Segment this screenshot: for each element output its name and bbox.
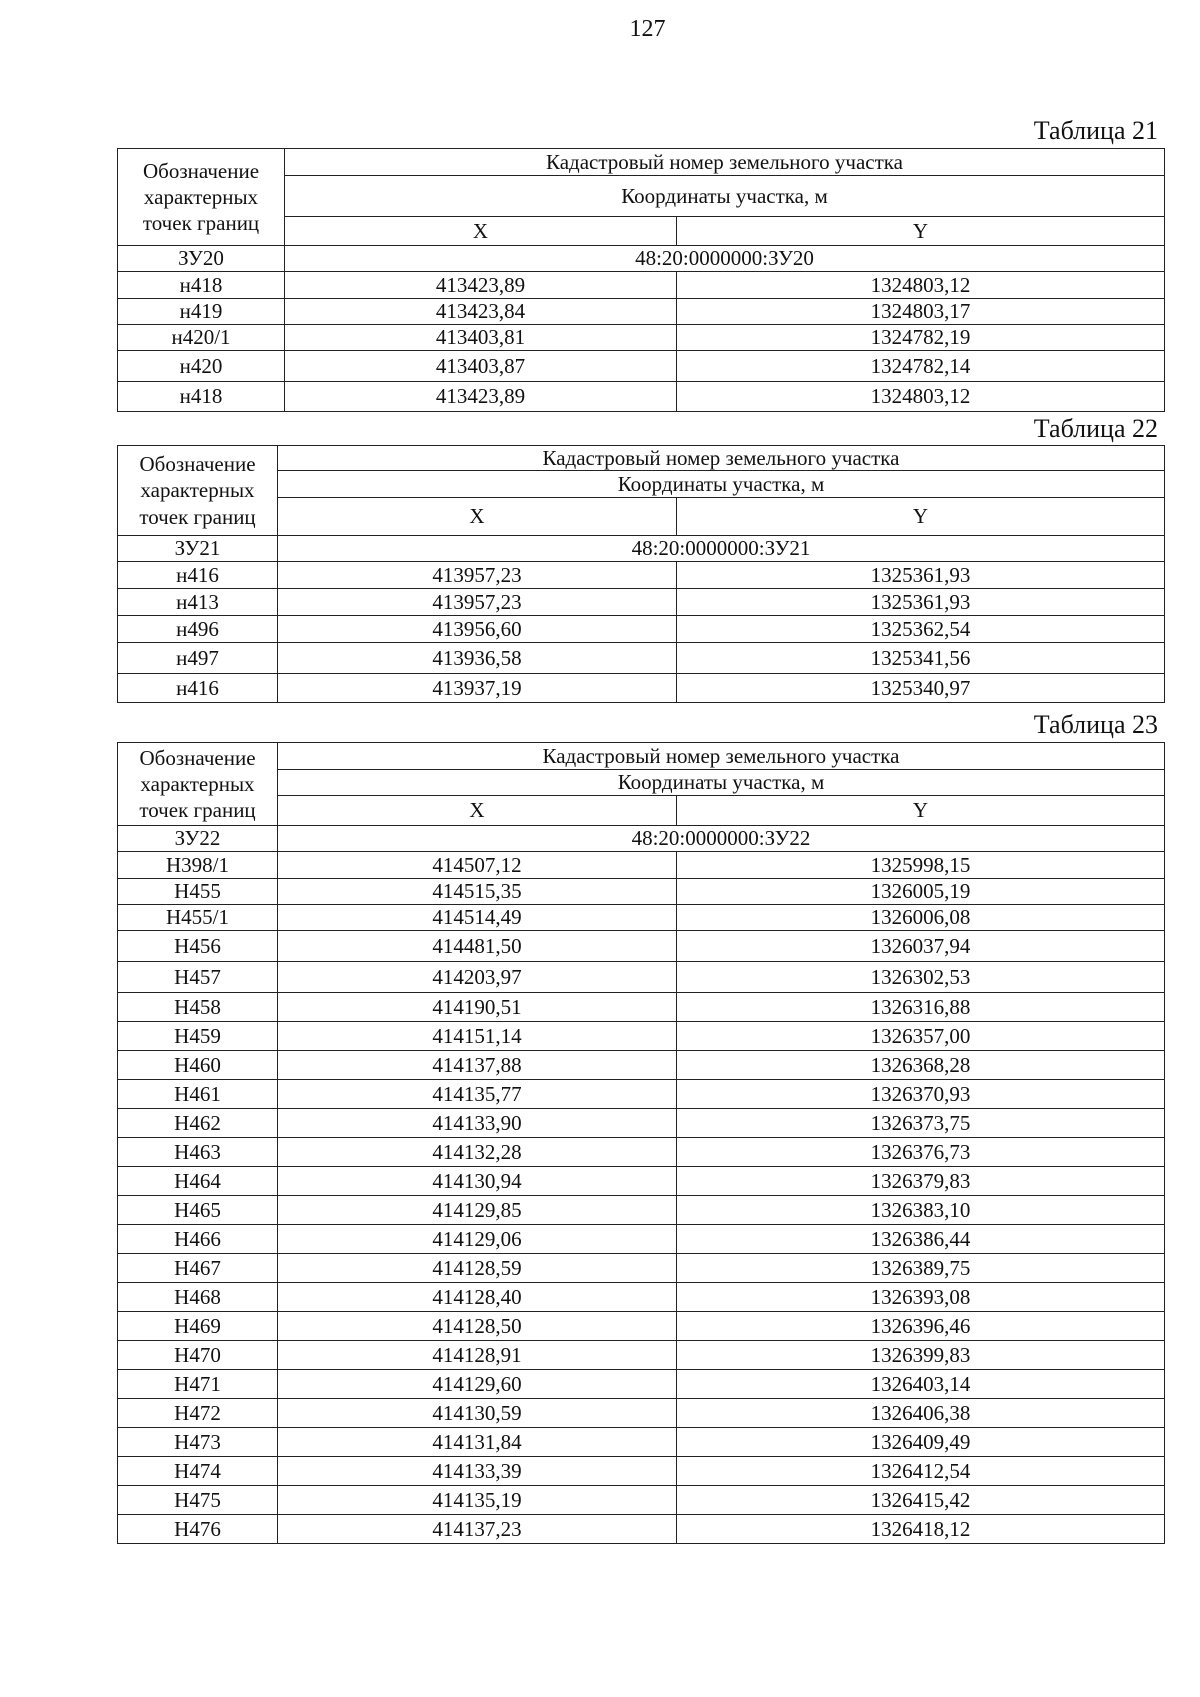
coord-x: 414133,90 (278, 1109, 677, 1138)
coord-y: 1326005,19 (677, 879, 1165, 905)
coord-x: 414130,94 (278, 1167, 677, 1196)
table-row (118, 351, 1165, 382)
coord-y: 1324803,12 (677, 382, 1165, 412)
coord-x: 414129,60 (278, 1370, 677, 1399)
coord-x: 413936,58 (278, 643, 677, 674)
coord-y: 1326409,49 (677, 1428, 1165, 1457)
coord-y: 1326389,75 (677, 1254, 1165, 1283)
table-row (118, 879, 1165, 905)
parcel-number: 48:20:0000000:ЗУ22 (278, 826, 1165, 852)
table-row (118, 931, 1165, 962)
y-header: Y (677, 498, 1165, 536)
point-name: Н475 (118, 1486, 278, 1515)
coord-y: 1324782,19 (677, 325, 1165, 351)
coord-x: 414190,51 (278, 993, 677, 1022)
coord-y: 1325998,15 (677, 852, 1165, 879)
table-row (118, 1515, 1165, 1544)
coord-x: 413937,19 (278, 674, 677, 703)
coord-y: 1326316,88 (677, 993, 1165, 1022)
point-name: Н463 (118, 1138, 278, 1167)
table-22-caption: Таблица 22 (1033, 414, 1158, 443)
table-row (118, 1341, 1165, 1370)
point-name: н416 (118, 674, 278, 703)
table-row (118, 962, 1165, 993)
points-column-header: Обозначение характерных точек границ (118, 149, 285, 246)
coord-y: 1326383,10 (677, 1196, 1165, 1225)
coordinates-table-23 (117, 742, 1165, 1544)
point-name: н418 (118, 272, 285, 299)
coord-x: 414137,88 (278, 1051, 677, 1080)
coord-y: 1326406,38 (677, 1399, 1165, 1428)
point-name: Н466 (118, 1225, 278, 1254)
table-row (118, 1457, 1165, 1486)
point-name: Н468 (118, 1283, 278, 1312)
coord-y: 1326037,94 (677, 931, 1165, 962)
table-21-caption: Таблица 21 (1033, 116, 1158, 145)
table-row (118, 852, 1165, 879)
coord-y: 1326370,93 (677, 1080, 1165, 1109)
cadastral-header: Кадастровый номер земельного участка (278, 446, 1165, 471)
coord-y: 1326373,75 (677, 1109, 1165, 1138)
coord-x: 414507,12 (278, 852, 677, 879)
coord-x: 414203,97 (278, 962, 677, 993)
point-name: н420/1 (118, 325, 285, 351)
coord-y: 1326368,28 (677, 1051, 1165, 1080)
table-row (118, 1167, 1165, 1196)
page-number: 127 (629, 16, 666, 42)
coord-y: 1325340,97 (677, 674, 1165, 703)
point-name: Н462 (118, 1109, 278, 1138)
coord-y: 1324782,14 (677, 351, 1165, 382)
table-row (118, 1370, 1165, 1399)
coord-y: 1326418,12 (677, 1515, 1165, 1544)
coord-x: 414129,85 (278, 1196, 677, 1225)
point-name: н497 (118, 643, 278, 674)
point-name: Н457 (118, 962, 278, 993)
coord-y: 1326393,08 (677, 1283, 1165, 1312)
coord-x: 413956,60 (278, 616, 677, 643)
coord-y: 1325361,93 (677, 589, 1165, 616)
table-row (118, 1428, 1165, 1457)
table-row (118, 1196, 1165, 1225)
x-header: X (278, 498, 677, 536)
coord-x: 414129,06 (278, 1225, 677, 1254)
point-name: Н471 (118, 1370, 278, 1399)
point-name: н419 (118, 299, 285, 325)
table-row (118, 589, 1165, 616)
coord-x: 414151,14 (278, 1022, 677, 1051)
coord-x: 414128,91 (278, 1341, 677, 1370)
coord-x: 413423,89 (285, 382, 677, 412)
point-name: Н476 (118, 1515, 278, 1544)
table-row (118, 272, 1165, 299)
table-row (118, 1051, 1165, 1080)
coord-x: 414128,50 (278, 1312, 677, 1341)
coord-x: 414130,59 (278, 1399, 677, 1428)
y-header: Y (677, 796, 1165, 826)
table-row (118, 382, 1165, 412)
point-name: Н474 (118, 1457, 278, 1486)
coords-header: Координаты участка, м (278, 770, 1165, 796)
coord-y: 1325362,54 (677, 616, 1165, 643)
coord-x: 413423,89 (285, 272, 677, 299)
table-row (118, 674, 1165, 703)
table-row (118, 905, 1165, 931)
table-row (118, 616, 1165, 643)
table-row (118, 325, 1165, 351)
parcel-code: ЗУ21 (118, 536, 278, 562)
coord-x: 414515,35 (278, 879, 677, 905)
coord-y: 1324803,17 (677, 299, 1165, 325)
table-row (118, 562, 1165, 589)
point-name: Н398/1 (118, 852, 278, 879)
cadastral-header: Кадастровый номер земельного участка (278, 743, 1165, 770)
x-header: X (285, 217, 677, 246)
coords-header: Координаты участка, м (285, 176, 1165, 217)
coord-y: 1324803,12 (677, 272, 1165, 299)
coord-y: 1326396,46 (677, 1312, 1165, 1341)
coord-y: 1326357,00 (677, 1022, 1165, 1051)
point-name: н416 (118, 562, 278, 589)
point-name: н496 (118, 616, 278, 643)
point-name: Н470 (118, 1341, 278, 1370)
points-column-header: Обозначение характерных точек границ (118, 446, 278, 536)
parcel-code: ЗУ22 (118, 826, 278, 852)
table-row (118, 1109, 1165, 1138)
point-name: Н465 (118, 1196, 278, 1225)
point-name: н418 (118, 382, 285, 412)
parcel-number: 48:20:0000000:ЗУ21 (278, 536, 1165, 562)
point-name: Н455 (118, 879, 278, 905)
point-name: Н458 (118, 993, 278, 1022)
table-row (118, 1254, 1165, 1283)
cadastral-header: Кадастровый номер земельного участка (285, 149, 1165, 176)
coord-x: 413403,81 (285, 325, 677, 351)
coord-x: 414135,77 (278, 1080, 677, 1109)
coord-y: 1326399,83 (677, 1341, 1165, 1370)
coord-y: 1325341,56 (677, 643, 1165, 674)
coord-x: 414481,50 (278, 931, 677, 962)
point-name: Н456 (118, 931, 278, 962)
point-name: Н473 (118, 1428, 278, 1457)
point-name: Н461 (118, 1080, 278, 1109)
coord-y: 1326386,44 (677, 1225, 1165, 1254)
coord-x: 414135,19 (278, 1486, 677, 1515)
table-row (118, 1283, 1165, 1312)
table-row (118, 643, 1165, 674)
point-name: Н459 (118, 1022, 278, 1051)
parcel-number: 48:20:0000000:ЗУ20 (285, 246, 1165, 272)
coord-x: 414133,39 (278, 1457, 677, 1486)
coord-y: 1326412,54 (677, 1457, 1165, 1486)
parcel-code: ЗУ20 (118, 246, 285, 272)
coord-x: 414132,28 (278, 1138, 677, 1167)
coord-x: 414131,84 (278, 1428, 677, 1457)
y-header: Y (677, 217, 1165, 246)
coord-y: 1326403,14 (677, 1370, 1165, 1399)
point-name: Н460 (118, 1051, 278, 1080)
point-name: н420 (118, 351, 285, 382)
x-header: X (278, 796, 677, 826)
coord-x: 414137,23 (278, 1515, 677, 1544)
table-row (118, 1080, 1165, 1109)
table-row (118, 1022, 1165, 1051)
point-name: Н472 (118, 1399, 278, 1428)
point-name: Н467 (118, 1254, 278, 1283)
table-row (118, 1399, 1165, 1428)
table-row (118, 299, 1165, 325)
coord-x: 413957,23 (278, 562, 677, 589)
coord-y: 1326006,08 (677, 905, 1165, 931)
coord-x: 414514,49 (278, 905, 677, 931)
table-row (118, 993, 1165, 1022)
coord-x: 413423,84 (285, 299, 677, 325)
table-23-caption: Таблица 23 (1033, 710, 1158, 739)
coord-y: 1326379,83 (677, 1167, 1165, 1196)
coord-x: 413957,23 (278, 589, 677, 616)
points-column-header: Обозначение характерных точек границ (118, 743, 278, 826)
point-name: Н464 (118, 1167, 278, 1196)
point-name: Н455/1 (118, 905, 278, 931)
table-row (118, 1138, 1165, 1167)
table-row (118, 1486, 1165, 1515)
coords-header: Координаты участка, м (278, 471, 1165, 498)
coord-x: 414128,40 (278, 1283, 677, 1312)
coord-y: 1326302,53 (677, 962, 1165, 993)
table-row (118, 1225, 1165, 1254)
coord-x: 414128,59 (278, 1254, 677, 1283)
point-name: н413 (118, 589, 278, 616)
coord-y: 1325361,93 (677, 562, 1165, 589)
coordinates-table-21 (117, 148, 1165, 412)
table-row (118, 1312, 1165, 1341)
coordinates-table-22 (117, 445, 1165, 703)
coord-y: 1326415,42 (677, 1486, 1165, 1515)
coord-x: 413403,87 (285, 351, 677, 382)
coord-y: 1326376,73 (677, 1138, 1165, 1167)
point-name: Н469 (118, 1312, 278, 1341)
